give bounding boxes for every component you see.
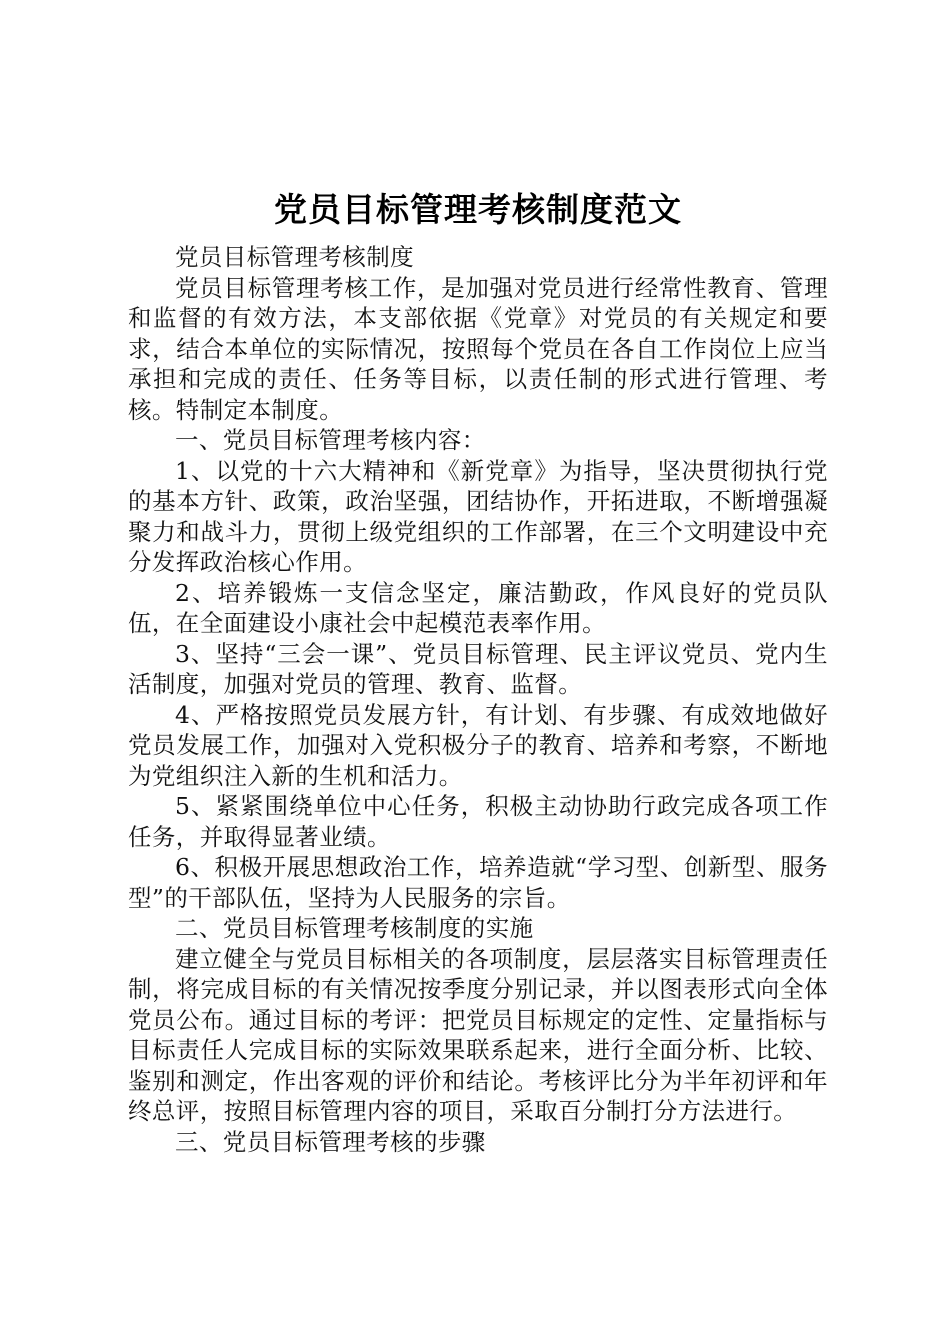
section-heading-1: 一、党员目标管理考核内容：	[175, 426, 486, 454]
document-page	[128, 188, 828, 1157]
intro-paragraph: 党员目标管理考核工作，是加强对党员进行经常性教育、管理和监督的有效方法，本支部依据《党章》对党员的有关规定和要求，结合本单位的实际情况，按照每个党员在各自工作岗位上应当承担和完成的责任、任务等目标，以责任制的形式进行管理、考核。特制定本制度。	[128, 273, 828, 424]
subtitle-paragraph: 党员目标管理考核制度	[175, 243, 414, 271]
item-paragraph-4: 4、严格按照党员发展方针，有计划、有步骤、有成效地做好党员发展工作，加强对入党积极分子的教育、培养和考察，不断地为党组织注入新的生机和活力。	[128, 700, 828, 790]
implementation-paragraph: 建立健全与党员目标相关的各项制度，层层落实目标管理责任制，将完成目标的有关情况按季度分别记录，并以图表形式向全体党员公布。通过目标的考评：把党员目标规定的定性、定量指标与目标责任人完成目标的实际效果联系起来，进行全面分析、比较、鉴别和测定，作出客观的评价和结论。考核评比分为半年初评和年终总评，按照目标管理内容的项目，采取百分制打分方法进行。	[128, 944, 828, 1125]
item-paragraph-1: 1、以党的十六大精神和《新党章》为指导，坚决贯彻执行党的基本方针、政策，政治坚强，团结协作，开拓进取，不断增强凝聚力和战斗力，贯彻上级党组织的工作部署，在三个文明建设中充分发挥政治核心作用。	[128, 456, 828, 576]
section-heading-2: 二、党员目标管理考核制度的实施	[175, 914, 534, 942]
item-paragraph-2: 2、培养锻炼一支信念坚定，廉洁勤政，作风良好的党员队伍，在全面建设小康社会中起模范表率作用。	[128, 578, 828, 637]
section-heading-3: 三、党员目标管理考核的步骤	[175, 1127, 486, 1156]
item-paragraph-6: 6、积极开展思想政治工作，培养造就“学习型、创新型、服务型”的干部队伍，坚持为人民服务的宗旨。	[128, 853, 828, 912]
document-title: 党员目标管理考核制度范文	[274, 190, 682, 229]
item-paragraph-3: 3、坚持“三会一课”、党员目标管理、民主评议党员、党内生活制度，加强对党员的管理、教育、监督。	[128, 639, 828, 698]
item-paragraph-5: 5、紧紧围绕单位中心任务，积极主动协助行政完成各项工作任务，并取得显著业绩。	[128, 792, 828, 851]
